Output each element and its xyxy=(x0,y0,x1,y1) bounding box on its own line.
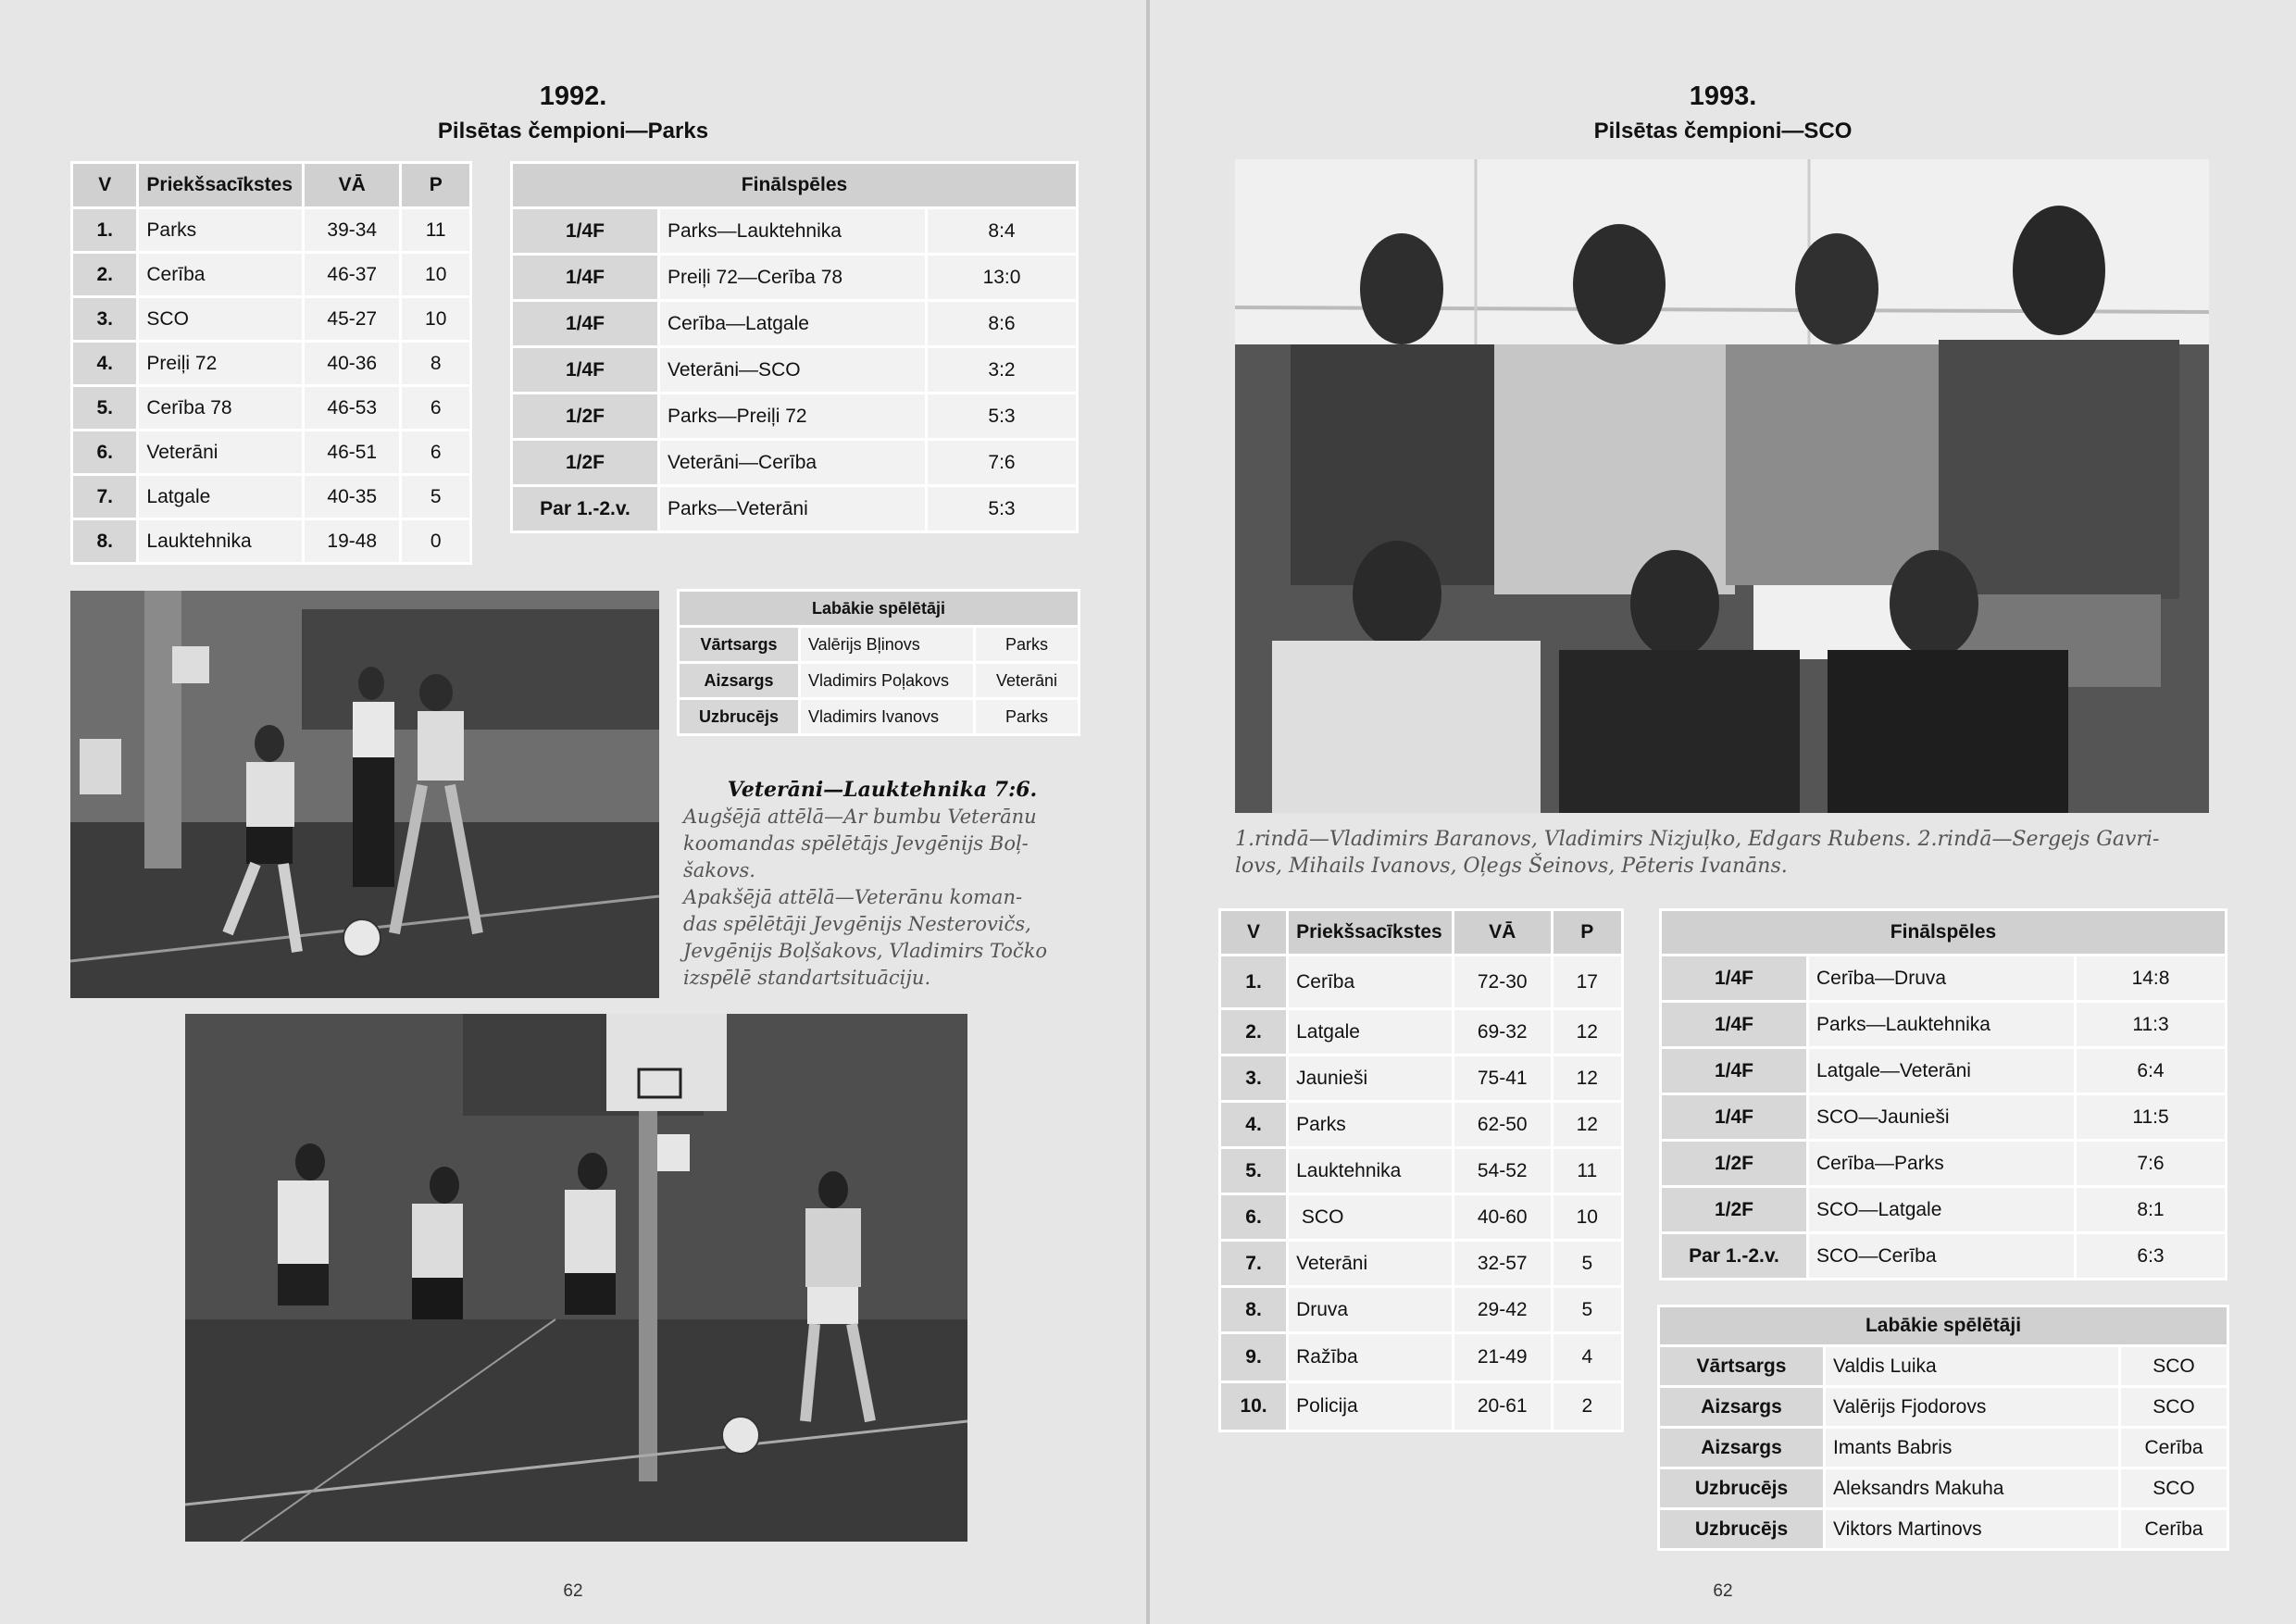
table-row xyxy=(513,209,1076,253)
stage: 1/4F xyxy=(513,348,657,392)
table-row xyxy=(1662,1049,2225,1093)
page-number: 62 xyxy=(563,1581,583,1601)
team: Cerība xyxy=(2121,1429,2227,1467)
team: SCO xyxy=(2121,1347,2227,1385)
table-row xyxy=(1660,1429,2227,1467)
season-year: 1993. xyxy=(1689,81,1757,111)
score: 5:3 xyxy=(928,487,1076,531)
points: 0 xyxy=(402,520,469,562)
col-header-prelims: Priekšsacīkstes xyxy=(1289,911,1452,954)
team: Parks xyxy=(976,628,1078,661)
best-players-title: Labākie spēlētāji xyxy=(680,592,1078,625)
points: 10 xyxy=(402,254,469,295)
match: SCO—Cerība xyxy=(1809,1234,2074,1278)
team: Parks xyxy=(139,209,302,251)
match-photo-bottom xyxy=(185,1014,967,1542)
place: 1. xyxy=(1221,956,1286,1007)
best-players-table xyxy=(1657,1305,2229,1551)
team: Veterāni xyxy=(139,431,302,473)
table-row xyxy=(1662,1142,2225,1185)
position: Uzbrucējs xyxy=(1660,1510,1823,1548)
player: Vladimirs Poļakovs xyxy=(801,664,973,697)
points: 4 xyxy=(1554,1334,1621,1380)
score: 7:6 xyxy=(928,441,1076,484)
position: Vārtsargs xyxy=(680,628,798,661)
stage: 1/2F xyxy=(1662,1142,1806,1185)
table-row xyxy=(1662,956,2225,1000)
position: Vārtsargs xyxy=(1660,1347,1823,1385)
table-row xyxy=(1221,1010,1621,1054)
team: Latgale xyxy=(139,476,302,518)
team-photo-caption xyxy=(1235,826,2216,880)
stage: 1/4F xyxy=(513,302,657,345)
caption-line: Jevgēnijs Boļšakovs, Vladimirs Točko xyxy=(683,940,1048,962)
stage: 1/4F xyxy=(1662,1095,1806,1139)
stage: 1/2F xyxy=(513,394,657,438)
col-header-goals: VĀ xyxy=(305,164,399,206)
stage: 1/4F xyxy=(1662,956,1806,1000)
player: Aleksandrs Makuha xyxy=(1826,1469,2118,1507)
col-header-points: P xyxy=(402,164,469,206)
place: 5. xyxy=(73,387,136,429)
position: Uzbrucējs xyxy=(1660,1469,1823,1507)
position: Aizsargs xyxy=(1660,1429,1823,1467)
team: Preiļi 72 xyxy=(139,343,302,384)
standings-table xyxy=(1218,908,1624,1432)
goals: 69-32 xyxy=(1454,1010,1551,1054)
team: Policija xyxy=(1289,1383,1452,1430)
stage: Par 1.-2.v. xyxy=(1662,1234,1806,1278)
score: 6:3 xyxy=(2077,1234,2225,1278)
table-row xyxy=(73,343,469,384)
goals: 21-49 xyxy=(1454,1334,1551,1380)
points: 12 xyxy=(1554,1103,1621,1146)
caption-line: izspēlē standartsituāciju. xyxy=(683,967,931,989)
stage: 1/2F xyxy=(513,441,657,484)
table-row xyxy=(1660,1347,2227,1385)
score: 6:4 xyxy=(2077,1049,2225,1093)
stage: 1/4F xyxy=(1662,1003,1806,1046)
place: 6. xyxy=(73,431,136,473)
player: Viktors Martinovs xyxy=(1826,1510,2118,1548)
stage: 1/2F xyxy=(1662,1188,1806,1231)
goals: 39-34 xyxy=(305,209,399,251)
table-row xyxy=(1662,1095,2225,1139)
points: 11 xyxy=(402,209,469,251)
table-row xyxy=(1221,956,1621,1007)
team-photo xyxy=(1235,159,2209,813)
player: Valdis Luika xyxy=(1826,1347,2118,1385)
score: 14:8 xyxy=(2077,956,2225,1000)
team: Cerība xyxy=(1289,956,1452,1007)
points: 6 xyxy=(402,387,469,429)
table-row xyxy=(1221,1288,1621,1331)
caption-line: lovs, Mihails Ivanovs, Oļegs Šeinovs, Pēteris Ivanāns. xyxy=(1235,855,1788,878)
match-photo-top xyxy=(70,591,659,998)
goals: 32-57 xyxy=(1454,1242,1551,1285)
team: Parks xyxy=(1289,1103,1452,1146)
match: Parks—Veterāni xyxy=(660,487,925,531)
place: 2. xyxy=(1221,1010,1286,1054)
team: Parks xyxy=(976,700,1078,733)
finals-title: Finālspēles xyxy=(513,164,1076,206)
table-row xyxy=(73,209,469,251)
goals: 46-53 xyxy=(305,387,399,429)
finals-table xyxy=(510,161,1079,533)
points: 5 xyxy=(1554,1242,1621,1285)
table-row xyxy=(1221,1242,1621,1285)
table-row xyxy=(513,348,1076,392)
match: Latgale—Veterāni xyxy=(1809,1049,2074,1093)
table-row xyxy=(680,664,1078,697)
points: 5 xyxy=(402,476,469,518)
best-players-table xyxy=(677,589,1080,736)
team: Latgale xyxy=(1289,1010,1452,1054)
player: Valērijs Bļinovs xyxy=(801,628,973,661)
table-row xyxy=(1660,1469,2227,1507)
points: 8 xyxy=(402,343,469,384)
goals: 46-51 xyxy=(305,431,399,473)
caption-line: koomandas spēlētājs Jevgēnijs Boļ- xyxy=(683,832,1029,855)
position: Uzbrucējs xyxy=(680,700,798,733)
table-row xyxy=(73,387,469,429)
goals: 72-30 xyxy=(1454,956,1551,1007)
stage: Par 1.-2.v. xyxy=(513,487,657,531)
points: 2 xyxy=(1554,1383,1621,1430)
standings-table xyxy=(70,161,472,565)
points: 6 xyxy=(402,431,469,473)
table-row xyxy=(680,700,1078,733)
match: SCO—Jaunieši xyxy=(1809,1095,2074,1139)
table-row xyxy=(1660,1510,2227,1548)
team: Veterāni xyxy=(1289,1242,1452,1285)
table-row xyxy=(1660,1388,2227,1426)
match: Parks—Lauktehnika xyxy=(660,209,925,253)
score: 13:0 xyxy=(928,256,1076,299)
col-header-prelims: Priekšsacīkstes xyxy=(139,164,302,206)
points: 10 xyxy=(1554,1195,1621,1239)
team: SCO xyxy=(2121,1469,2227,1507)
goals: 29-42 xyxy=(1454,1288,1551,1331)
place: 4. xyxy=(73,343,136,384)
points: 12 xyxy=(1554,1010,1621,1054)
match: SCO—Latgale xyxy=(1809,1188,2074,1231)
team: Ražība xyxy=(1289,1334,1452,1380)
goals: 40-35 xyxy=(305,476,399,518)
right-page xyxy=(1150,0,2296,1624)
finals-title: Finālspēles xyxy=(1662,911,2225,954)
position: Aizsargs xyxy=(1660,1388,1823,1426)
table-row xyxy=(513,487,1076,531)
col-header-place: V xyxy=(1221,911,1286,954)
score: 5:3 xyxy=(928,394,1076,438)
place: 10. xyxy=(1221,1383,1286,1430)
champions-heading: Pilsētas čempioni—SCO xyxy=(1593,119,1853,144)
finals-table xyxy=(1659,908,2227,1280)
col-header-goals: VĀ xyxy=(1454,911,1551,954)
table-row xyxy=(73,254,469,295)
table-row xyxy=(1221,1149,1621,1193)
season-year: 1992. xyxy=(539,81,607,111)
team: Cerība xyxy=(2121,1510,2227,1548)
table-row xyxy=(73,520,469,562)
match: Cerība—Latgale xyxy=(660,302,925,345)
team: Jaunieši xyxy=(1289,1056,1452,1100)
goals: 20-61 xyxy=(1454,1383,1551,1430)
photo-caption xyxy=(683,776,1081,992)
caption-line: das spēlētāji Jevgēnijs Nesterovičs, xyxy=(683,913,1031,935)
points: 10 xyxy=(402,298,469,340)
points: 17 xyxy=(1554,956,1621,1007)
points: 11 xyxy=(1554,1149,1621,1193)
table-row xyxy=(513,441,1076,484)
table-row xyxy=(1662,1234,2225,1278)
score: 11:5 xyxy=(2077,1095,2225,1139)
team: Lauktehnika xyxy=(139,520,302,562)
score: 8:4 xyxy=(928,209,1076,253)
place: 3. xyxy=(73,298,136,340)
team: SCO xyxy=(139,298,302,340)
table-row xyxy=(1221,1334,1621,1380)
match: Veterāni—Cerība xyxy=(660,441,925,484)
table-row xyxy=(513,256,1076,299)
caption-line: šakovs. xyxy=(683,859,755,881)
team: Veterāni xyxy=(976,664,1078,697)
score: 8:1 xyxy=(2077,1188,2225,1231)
caption-line: Augšējā attēlā—Ar bumbu Veterānu xyxy=(683,806,1037,828)
stage: 1/4F xyxy=(513,256,657,299)
score: 3:2 xyxy=(928,348,1076,392)
place: 3. xyxy=(1221,1056,1286,1100)
match: Parks—Preiļi 72 xyxy=(660,394,925,438)
match: Cerība—Druva xyxy=(1809,956,2074,1000)
table-row xyxy=(73,298,469,340)
place: 8. xyxy=(73,520,136,562)
caption-line: Apakšējā attēlā—Veterānu koman- xyxy=(683,886,1023,908)
place: 7. xyxy=(1221,1242,1286,1285)
place: 8. xyxy=(1221,1288,1286,1331)
match: Cerība—Parks xyxy=(1809,1142,2074,1185)
team: SCO xyxy=(1289,1195,1452,1239)
goals: 19-48 xyxy=(305,520,399,562)
goals: 75-41 xyxy=(1454,1056,1551,1100)
goals: 45-27 xyxy=(305,298,399,340)
player: Vladimirs Ivanovs xyxy=(801,700,973,733)
page-number: 62 xyxy=(1713,1581,1733,1601)
col-header-points: P xyxy=(1554,911,1621,954)
table-row xyxy=(73,431,469,473)
table-row xyxy=(513,394,1076,438)
score: 8:6 xyxy=(928,302,1076,345)
champions-heading: Pilsētas čempioni—Parks xyxy=(437,119,709,144)
table-row xyxy=(1221,1195,1621,1239)
team: SCO xyxy=(2121,1388,2227,1426)
caption-line: 1.rindā—Vladimirs Baranovs, Vladimirs Nizjuļko, Edgars Rubens. 2.rindā—Sergejs Gavri- xyxy=(1235,828,2160,851)
match: Preiļi 72—Cerība 78 xyxy=(660,256,925,299)
goals: 46-37 xyxy=(305,254,399,295)
score: 11:3 xyxy=(2077,1003,2225,1046)
player: Valērijs Fjodorovs xyxy=(1826,1388,2118,1426)
team: Lauktehnika xyxy=(1289,1149,1452,1193)
goals: 54-52 xyxy=(1454,1149,1551,1193)
place: 4. xyxy=(1221,1103,1286,1146)
match: Veterāni—SCO xyxy=(660,348,925,392)
place: 9. xyxy=(1221,1334,1286,1380)
best-players-title: Labākie spēlētāji xyxy=(1660,1307,2227,1344)
table-row xyxy=(1221,1103,1621,1146)
place: 5. xyxy=(1221,1149,1286,1193)
table-row xyxy=(1221,1383,1621,1430)
points: 12 xyxy=(1554,1056,1621,1100)
team: Cerība 78 xyxy=(139,387,302,429)
table-row xyxy=(513,302,1076,345)
table-row xyxy=(1662,1188,2225,1231)
points: 5 xyxy=(1554,1288,1621,1331)
position: Aizsargs xyxy=(680,664,798,697)
table-row xyxy=(1662,1003,2225,1046)
table-row xyxy=(73,476,469,518)
match: Parks—Lauktehnika xyxy=(1809,1003,2074,1046)
stage: 1/4F xyxy=(1662,1049,1806,1093)
player: Imants Babris xyxy=(1826,1429,2118,1467)
place: 1. xyxy=(73,209,136,251)
stage: 1/4F xyxy=(513,209,657,253)
left-page xyxy=(0,0,1146,1624)
team: Cerība xyxy=(139,254,302,295)
place: 2. xyxy=(73,254,136,295)
team: Druva xyxy=(1289,1288,1452,1331)
table-row xyxy=(680,628,1078,661)
place: 7. xyxy=(73,476,136,518)
score: 7:6 xyxy=(2077,1142,2225,1185)
col-header-place: V xyxy=(73,164,136,206)
goals: 40-36 xyxy=(305,343,399,384)
goals: 40-60 xyxy=(1454,1195,1551,1239)
caption-title: Veterāni—Lauktehnika 7:6. xyxy=(727,778,1038,802)
place: 6. xyxy=(1221,1195,1286,1239)
table-row xyxy=(1221,1056,1621,1100)
goals: 62-50 xyxy=(1454,1103,1551,1146)
